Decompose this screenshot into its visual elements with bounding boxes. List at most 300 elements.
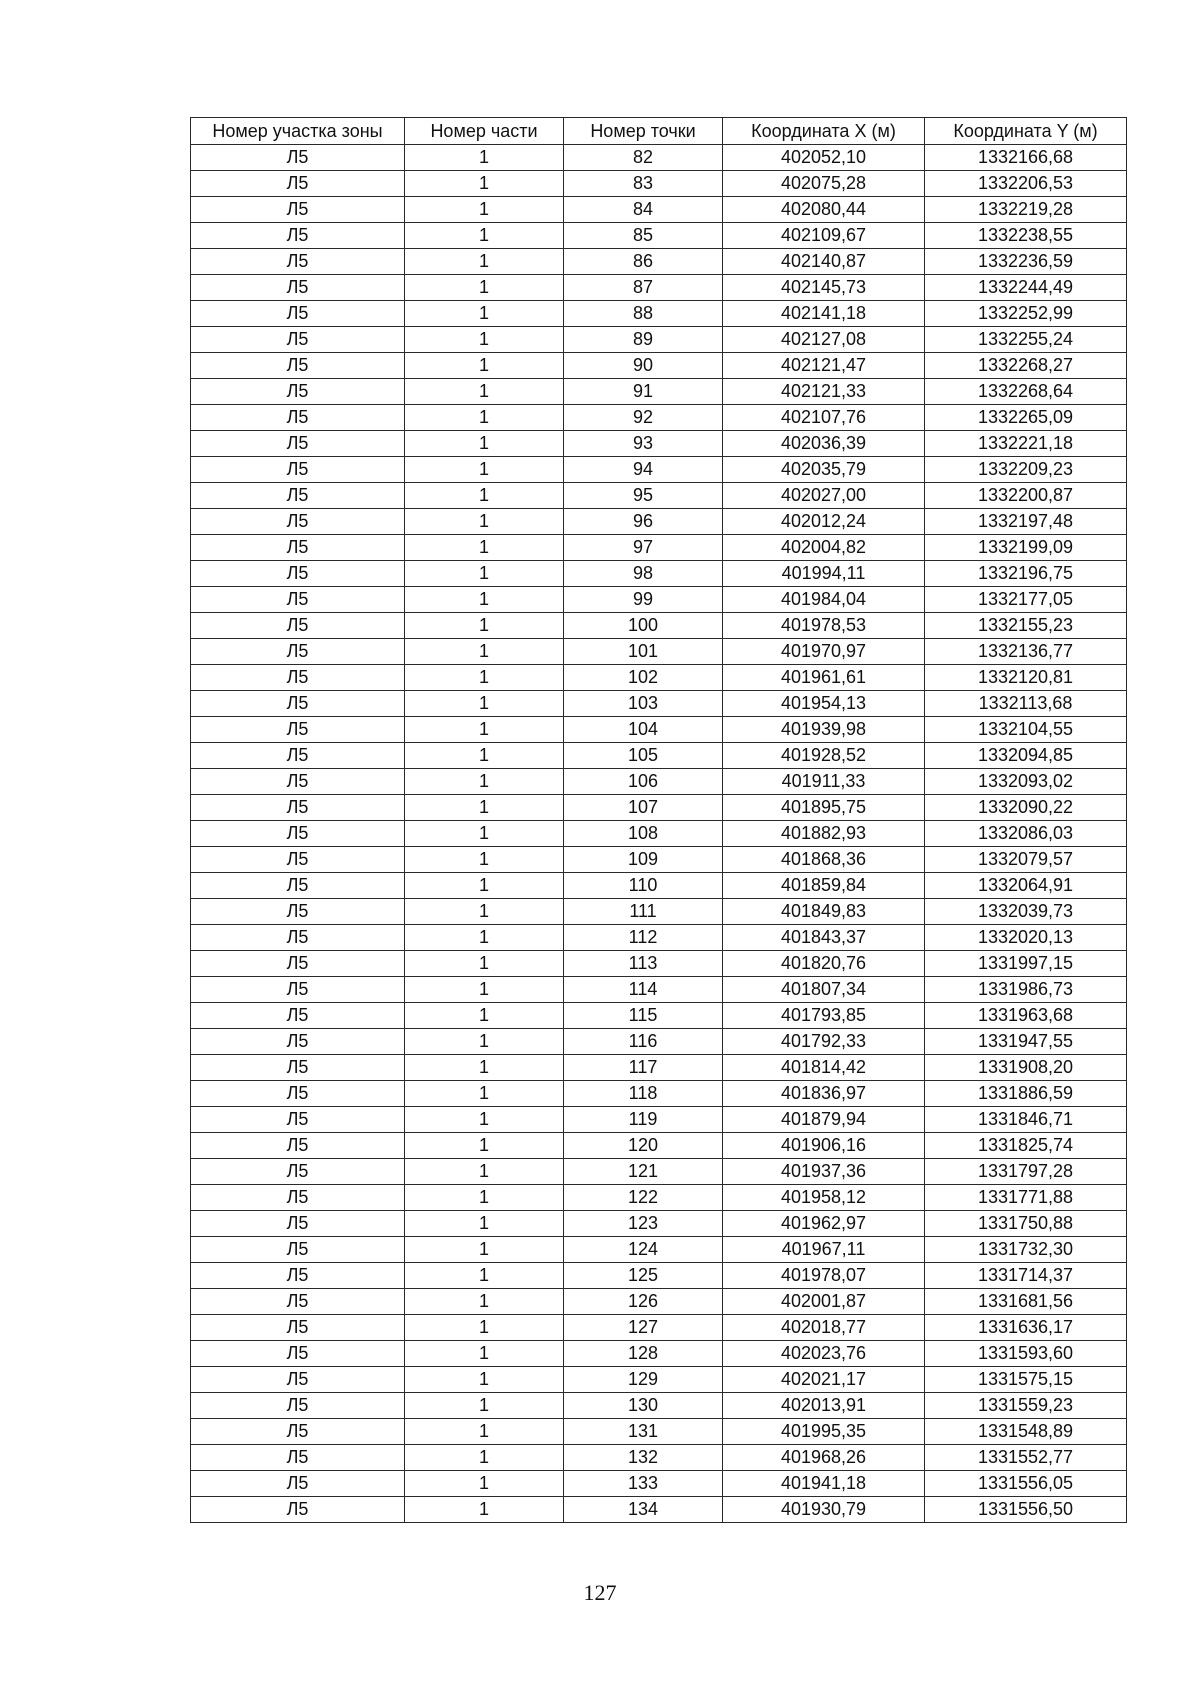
cell-point: 123 [564,1211,723,1237]
cell-y: 1331556,50 [925,1497,1127,1523]
cell-zone-plot: Л5 [191,743,405,769]
cell-y: 1332094,85 [925,743,1127,769]
cell-y: 1331846,71 [925,1107,1127,1133]
cell-part: 1 [405,1471,564,1497]
header-zone-plot-number: Номер участка зоны [191,118,405,145]
cell-point: 109 [564,847,723,873]
cell-y: 1332113,68 [925,691,1127,717]
cell-point: 95 [564,483,723,509]
cell-zone-plot: Л5 [191,431,405,457]
cell-point: 115 [564,1003,723,1029]
header-point-number: Номер точки [564,118,723,145]
cell-x: 401958,12 [723,1185,925,1211]
cell-zone-plot: Л5 [191,379,405,405]
cell-point: 128 [564,1341,723,1367]
cell-point: 91 [564,379,723,405]
cell-y: 1332200,87 [925,483,1127,509]
table-row [191,977,1127,1003]
cell-y: 1331963,68 [925,1003,1127,1029]
cell-part: 1 [405,1029,564,1055]
cell-y: 1332206,53 [925,171,1127,197]
table-row [191,795,1127,821]
cell-part: 1 [405,821,564,847]
cell-y: 1331714,37 [925,1263,1127,1289]
cell-x: 402004,82 [723,535,925,561]
table-row [191,1393,1127,1419]
cell-x: 402121,47 [723,353,925,379]
cell-x: 401879,94 [723,1107,925,1133]
cell-y: 1332090,22 [925,795,1127,821]
cell-x: 401820,76 [723,951,925,977]
cell-zone-plot: Л5 [191,821,405,847]
cell-point: 105 [564,743,723,769]
cell-y: 1332265,09 [925,405,1127,431]
cell-zone-plot: Л5 [191,691,405,717]
cell-zone-plot: Л5 [191,1107,405,1133]
cell-x: 401836,97 [723,1081,925,1107]
cell-part: 1 [405,197,564,223]
table-row [191,1367,1127,1393]
table-row [191,1003,1127,1029]
cell-part: 1 [405,249,564,275]
cell-zone-plot: Л5 [191,1237,405,1263]
cell-zone-plot: Л5 [191,795,405,821]
cell-x: 402107,76 [723,405,925,431]
cell-x: 402027,00 [723,483,925,509]
cell-part: 1 [405,1237,564,1263]
cell-point: 120 [564,1133,723,1159]
cell-zone-plot: Л5 [191,223,405,249]
cell-y: 1331575,15 [925,1367,1127,1393]
table-row [191,613,1127,639]
cell-zone-plot: Л5 [191,249,405,275]
cell-x: 401849,83 [723,899,925,925]
cell-point: 125 [564,1263,723,1289]
cell-zone-plot: Л5 [191,327,405,353]
cell-point: 86 [564,249,723,275]
cell-x: 401995,35 [723,1419,925,1445]
cell-part: 1 [405,1081,564,1107]
cell-zone-plot: Л5 [191,301,405,327]
cell-part: 1 [405,925,564,951]
cell-part: 1 [405,483,564,509]
cell-part: 1 [405,1107,564,1133]
table-row [191,1263,1127,1289]
cell-zone-plot: Л5 [191,1497,405,1523]
cell-part: 1 [405,327,564,353]
table-row [191,379,1127,405]
cell-part: 1 [405,1133,564,1159]
cell-point: 110 [564,873,723,899]
cell-x: 401984,04 [723,587,925,613]
cell-x: 401962,97 [723,1211,925,1237]
cell-point: 126 [564,1289,723,1315]
cell-zone-plot: Л5 [191,1081,405,1107]
cell-point: 130 [564,1393,723,1419]
cell-y: 1331548,89 [925,1419,1127,1445]
coordinates-table [190,117,1127,1523]
cell-x: 401941,18 [723,1471,925,1497]
cell-x: 401967,11 [723,1237,925,1263]
table-row [191,639,1127,665]
cell-part: 1 [405,1393,564,1419]
cell-y: 1332268,64 [925,379,1127,405]
cell-y: 1332236,59 [925,249,1127,275]
cell-point: 103 [564,691,723,717]
table-row [191,171,1127,197]
cell-y: 1332120,81 [925,665,1127,691]
table-row [191,743,1127,769]
cell-x: 401970,97 [723,639,925,665]
cell-point: 129 [564,1367,723,1393]
cell-y: 1332255,24 [925,327,1127,353]
cell-part: 1 [405,795,564,821]
cell-zone-plot: Л5 [191,1055,405,1081]
cell-x: 402035,79 [723,457,925,483]
cell-point: 104 [564,717,723,743]
cell-x: 402145,73 [723,275,925,301]
cell-zone-plot: Л5 [191,587,405,613]
cell-x: 402052,10 [723,145,925,171]
cell-point: 85 [564,223,723,249]
cell-zone-plot: Л5 [191,483,405,509]
cell-zone-plot: Л5 [191,977,405,1003]
table-row [191,1289,1127,1315]
table-row [191,535,1127,561]
table-row [191,509,1127,535]
cell-zone-plot: Л5 [191,1367,405,1393]
cell-zone-plot: Л5 [191,665,405,691]
cell-point: 84 [564,197,723,223]
cell-point: 133 [564,1471,723,1497]
cell-x: 402127,08 [723,327,925,353]
table-row [191,457,1127,483]
cell-point: 113 [564,951,723,977]
cell-y: 1332166,68 [925,145,1127,171]
table-row [191,1419,1127,1445]
cell-zone-plot: Л5 [191,197,405,223]
cell-y: 1331732,30 [925,1237,1127,1263]
table-row [191,405,1127,431]
cell-x: 402080,44 [723,197,925,223]
cell-x: 401906,16 [723,1133,925,1159]
table-row [191,1315,1127,1341]
cell-x: 402121,33 [723,379,925,405]
cell-y: 1331559,23 [925,1393,1127,1419]
cell-part: 1 [405,1289,564,1315]
cell-zone-plot: Л5 [191,1289,405,1315]
cell-x: 401978,07 [723,1263,925,1289]
page-number: 127 [583,1580,617,1605]
table-row [191,223,1127,249]
cell-part: 1 [405,717,564,743]
cell-zone-plot: Л5 [191,145,405,171]
cell-point: 134 [564,1497,723,1523]
cell-x: 401930,79 [723,1497,925,1523]
cell-part: 1 [405,561,564,587]
cell-y: 1332252,99 [925,301,1127,327]
cell-point: 82 [564,145,723,171]
cell-zone-plot: Л5 [191,1211,405,1237]
cell-y: 1331986,73 [925,977,1127,1003]
cell-y: 1332221,18 [925,431,1127,457]
cell-x: 401807,34 [723,977,925,1003]
cell-x: 401814,42 [723,1055,925,1081]
cell-zone-plot: Л5 [191,1263,405,1289]
cell-point: 106 [564,769,723,795]
cell-part: 1 [405,873,564,899]
cell-zone-plot: Л5 [191,925,405,951]
cell-part: 1 [405,431,564,457]
cell-y: 1332238,55 [925,223,1127,249]
cell-point: 99 [564,587,723,613]
cell-part: 1 [405,457,564,483]
cell-y: 1332136,77 [925,639,1127,665]
cell-part: 1 [405,1159,564,1185]
cell-x: 402013,91 [723,1393,925,1419]
cell-point: 89 [564,327,723,353]
cell-x: 401961,61 [723,665,925,691]
cell-part: 1 [405,769,564,795]
cell-part: 1 [405,379,564,405]
table-header [191,118,1127,145]
cell-point: 111 [564,899,723,925]
cell-zone-plot: Л5 [191,509,405,535]
table-row [191,1159,1127,1185]
cell-point: 131 [564,1419,723,1445]
cell-zone-plot: Л5 [191,951,405,977]
cell-x: 402012,24 [723,509,925,535]
cell-zone-plot: Л5 [191,769,405,795]
cell-point: 101 [564,639,723,665]
table-row [191,847,1127,873]
cell-x: 402075,28 [723,171,925,197]
cell-part: 1 [405,509,564,535]
table-row [191,197,1127,223]
cell-y: 1331593,60 [925,1341,1127,1367]
cell-part: 1 [405,171,564,197]
table-row [191,561,1127,587]
cell-point: 87 [564,275,723,301]
table-row [191,587,1127,613]
header-row [191,118,1127,145]
table-row [191,431,1127,457]
cell-zone-plot: Л5 [191,1315,405,1341]
table-row [191,145,1127,171]
cell-zone-plot: Л5 [191,1445,405,1471]
cell-y: 1332064,91 [925,873,1127,899]
cell-zone-plot: Л5 [191,405,405,431]
table-row [191,1445,1127,1471]
cell-part: 1 [405,587,564,613]
table-row [191,1237,1127,1263]
cell-point: 98 [564,561,723,587]
cell-x: 402036,39 [723,431,925,457]
cell-point: 117 [564,1055,723,1081]
cell-y: 1331636,17 [925,1315,1127,1341]
cell-point: 88 [564,301,723,327]
cell-part: 1 [405,1419,564,1445]
cell-x: 401792,33 [723,1029,925,1055]
cell-zone-plot: Л5 [191,847,405,873]
cell-zone-plot: Л5 [191,171,405,197]
cell-y: 1332039,73 [925,899,1127,925]
cell-point: 94 [564,457,723,483]
cell-part: 1 [405,223,564,249]
table-row [191,327,1127,353]
cell-zone-plot: Л5 [191,1029,405,1055]
table-row [191,275,1127,301]
cell-point: 96 [564,509,723,535]
cell-part: 1 [405,1445,564,1471]
cell-part: 1 [405,639,564,665]
cell-y: 1332086,03 [925,821,1127,847]
cell-x: 401928,52 [723,743,925,769]
cell-zone-plot: Л5 [191,1419,405,1445]
header-coordinate-y: Координата Y (м) [925,118,1127,145]
cell-x: 402141,18 [723,301,925,327]
cell-x: 402109,67 [723,223,925,249]
cell-part: 1 [405,535,564,561]
cell-point: 107 [564,795,723,821]
cell-part: 1 [405,1211,564,1237]
table-row [191,1107,1127,1133]
cell-zone-plot: Л5 [191,457,405,483]
cell-y: 1332219,28 [925,197,1127,223]
cell-part: 1 [405,1003,564,1029]
table-row [191,1133,1127,1159]
cell-x: 402140,87 [723,249,925,275]
cell-y: 1331997,15 [925,951,1127,977]
table-row [191,1497,1127,1523]
cell-part: 1 [405,353,564,379]
table-row [191,301,1127,327]
cell-zone-plot: Л5 [191,899,405,925]
cell-part: 1 [405,301,564,327]
cell-zone-plot: Л5 [191,1003,405,1029]
cell-zone-plot: Л5 [191,353,405,379]
cell-y: 1331681,56 [925,1289,1127,1315]
cell-x: 401978,53 [723,613,925,639]
cell-x: 401859,84 [723,873,925,899]
cell-x: 401939,98 [723,717,925,743]
table-row [191,1341,1127,1367]
cell-part: 1 [405,275,564,301]
cell-x: 401895,75 [723,795,925,821]
cell-point: 92 [564,405,723,431]
cell-point: 83 [564,171,723,197]
cell-part: 1 [405,1315,564,1341]
cell-y: 1332177,05 [925,587,1127,613]
header-part-number: Номер части [405,118,564,145]
header-coordinate-x: Координата X (м) [723,118,925,145]
cell-part: 1 [405,613,564,639]
cell-zone-plot: Л5 [191,1341,405,1367]
cell-point: 122 [564,1185,723,1211]
cell-x: 401937,36 [723,1159,925,1185]
cell-part: 1 [405,1263,564,1289]
cell-y: 1332199,09 [925,535,1127,561]
cell-zone-plot: Л5 [191,535,405,561]
table-row [191,665,1127,691]
cell-y: 1331886,59 [925,1081,1127,1107]
cell-point: 132 [564,1445,723,1471]
cell-point: 118 [564,1081,723,1107]
cell-part: 1 [405,691,564,717]
cell-x: 401868,36 [723,847,925,873]
cell-y: 1332196,75 [925,561,1127,587]
table-row [191,769,1127,795]
table-row [191,353,1127,379]
table-row [191,249,1127,275]
table-row [191,717,1127,743]
table-row [191,483,1127,509]
cell-zone-plot: Л5 [191,639,405,665]
cell-point: 121 [564,1159,723,1185]
cell-x: 401793,85 [723,1003,925,1029]
cell-y: 1331552,77 [925,1445,1127,1471]
table-body [191,145,1127,1523]
table-row [191,1055,1127,1081]
table-row [191,951,1127,977]
cell-part: 1 [405,405,564,431]
cell-zone-plot: Л5 [191,1159,405,1185]
cell-y: 1332104,55 [925,717,1127,743]
cell-part: 1 [405,743,564,769]
cell-part: 1 [405,1367,564,1393]
cell-point: 127 [564,1315,723,1341]
cell-y: 1332155,23 [925,613,1127,639]
table-row [191,873,1127,899]
cell-x: 401994,11 [723,561,925,587]
cell-zone-plot: Л5 [191,613,405,639]
cell-y: 1332197,48 [925,509,1127,535]
table-row [191,899,1127,925]
table-row [191,1081,1127,1107]
cell-part: 1 [405,899,564,925]
cell-x: 402021,17 [723,1367,925,1393]
cell-x: 401911,33 [723,769,925,795]
cell-part: 1 [405,1055,564,1081]
cell-y: 1332209,23 [925,457,1127,483]
cell-x: 402018,77 [723,1315,925,1341]
cell-zone-plot: Л5 [191,1393,405,1419]
cell-point: 93 [564,431,723,457]
cell-y: 1331825,74 [925,1133,1127,1159]
cell-part: 1 [405,951,564,977]
cell-part: 1 [405,1185,564,1211]
cell-point: 124 [564,1237,723,1263]
table-row [191,1185,1127,1211]
cell-y: 1332020,13 [925,925,1127,951]
cell-part: 1 [405,977,564,1003]
table-row [191,1211,1127,1237]
table-row [191,1471,1127,1497]
cell-part: 1 [405,665,564,691]
table-row [191,1029,1127,1055]
table-row [191,821,1127,847]
cell-point: 119 [564,1107,723,1133]
cell-y: 1331797,28 [925,1159,1127,1185]
cell-point: 112 [564,925,723,951]
cell-y: 1332268,27 [925,353,1127,379]
cell-point: 100 [564,613,723,639]
cell-y: 1331771,88 [925,1185,1127,1211]
cell-x: 401954,13 [723,691,925,717]
cell-y: 1331556,05 [925,1471,1127,1497]
table-row [191,691,1127,717]
cell-y: 1331908,20 [925,1055,1127,1081]
